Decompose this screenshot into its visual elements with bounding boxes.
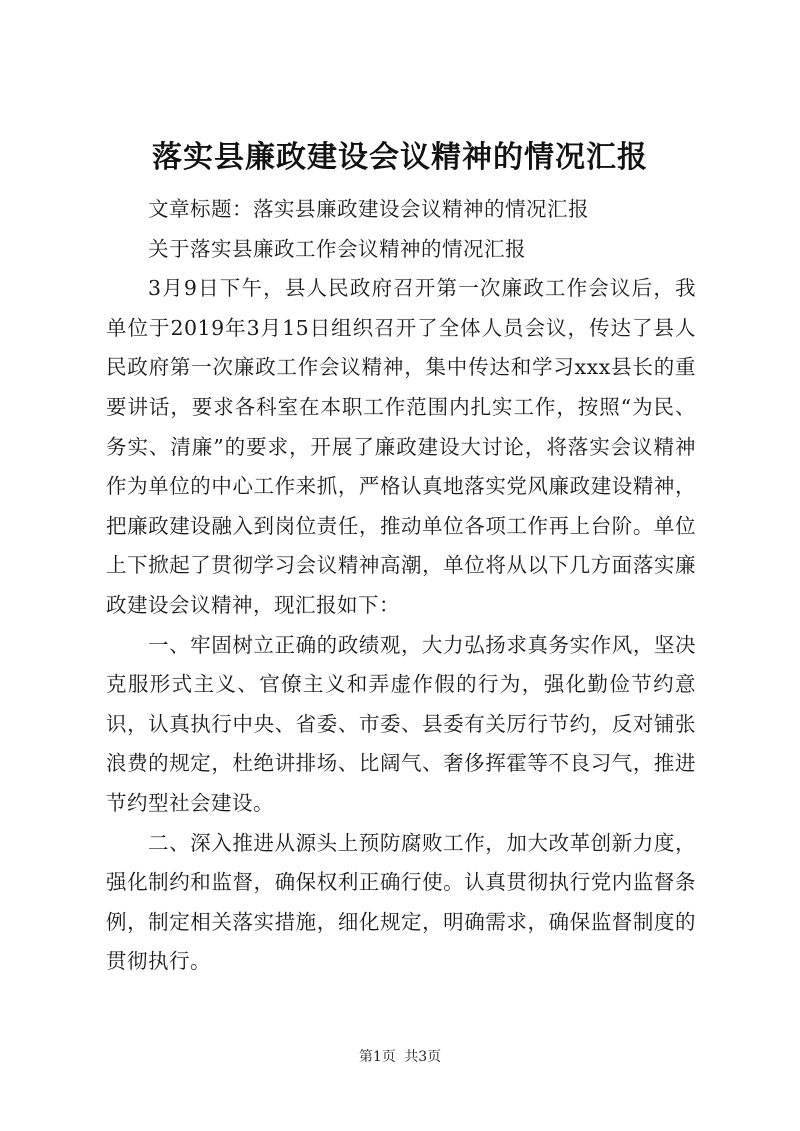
page-number: 第1页 xyxy=(358,1049,396,1065)
report-heading-line: 关于落实县廉政工作会议精神的情况汇报 xyxy=(148,236,527,261)
document-title: 落实县廉政建设会议精神的情况汇报 xyxy=(152,140,648,175)
article-title-line: 文章标题：落实县廉政建设会议精神的情况汇报 xyxy=(148,197,590,221)
page-footer xyxy=(0,1047,800,1067)
paragraph-point-two: 二、深入推进从源头上预防腐败工作，加大改革创新力度，强化制约和监督，确保权利正确行使。认真贯彻执行党内监督条例，制定相关落实措施，细化规定，明确需求，确保监督制度的贯彻执行。 xyxy=(106,830,696,974)
paragraph-point-one: 一、牢固树立正确的政绩观，大力弘扬求真务实作风，坚决克服形式主义、官僚主义和弄虚作假的行为，强化勤俭节约意识，认真执行中央、省委、市委、县委有关厉行节约，反对铺张浪费的规定，杜绝讲排场、比阔气、奢侈挥霍等不良习气，推进节约型社会建设。 xyxy=(106,632,696,815)
paragraph-intro: 3月9日下午，县人民政府召开第一次廉政工作会议后，我单位于2019年3月15日组织召开了全体人员会议，传达了县人民政府第一次廉政工作会议精神，集中传达和学习xxx县长的重要讲话，要求各科室在本职工作范围内扎实工作，按照“为民、务实、清廉”的要求，开展了廉政建设大讨论，将落实会议精神作为单位的中心工作来抓，严格认真地落实党风廉政建设精神，把廉政建设融入到岗位责任，推动单位各项工作再上台阶。单位上下掀起了贯彻学习会议精神高潮，单位将从以下几方面落实廉政建设会议精神，现汇报如下： xyxy=(106,276,696,617)
page-total: 共3页 xyxy=(404,1049,442,1065)
document-body xyxy=(106,190,696,982)
